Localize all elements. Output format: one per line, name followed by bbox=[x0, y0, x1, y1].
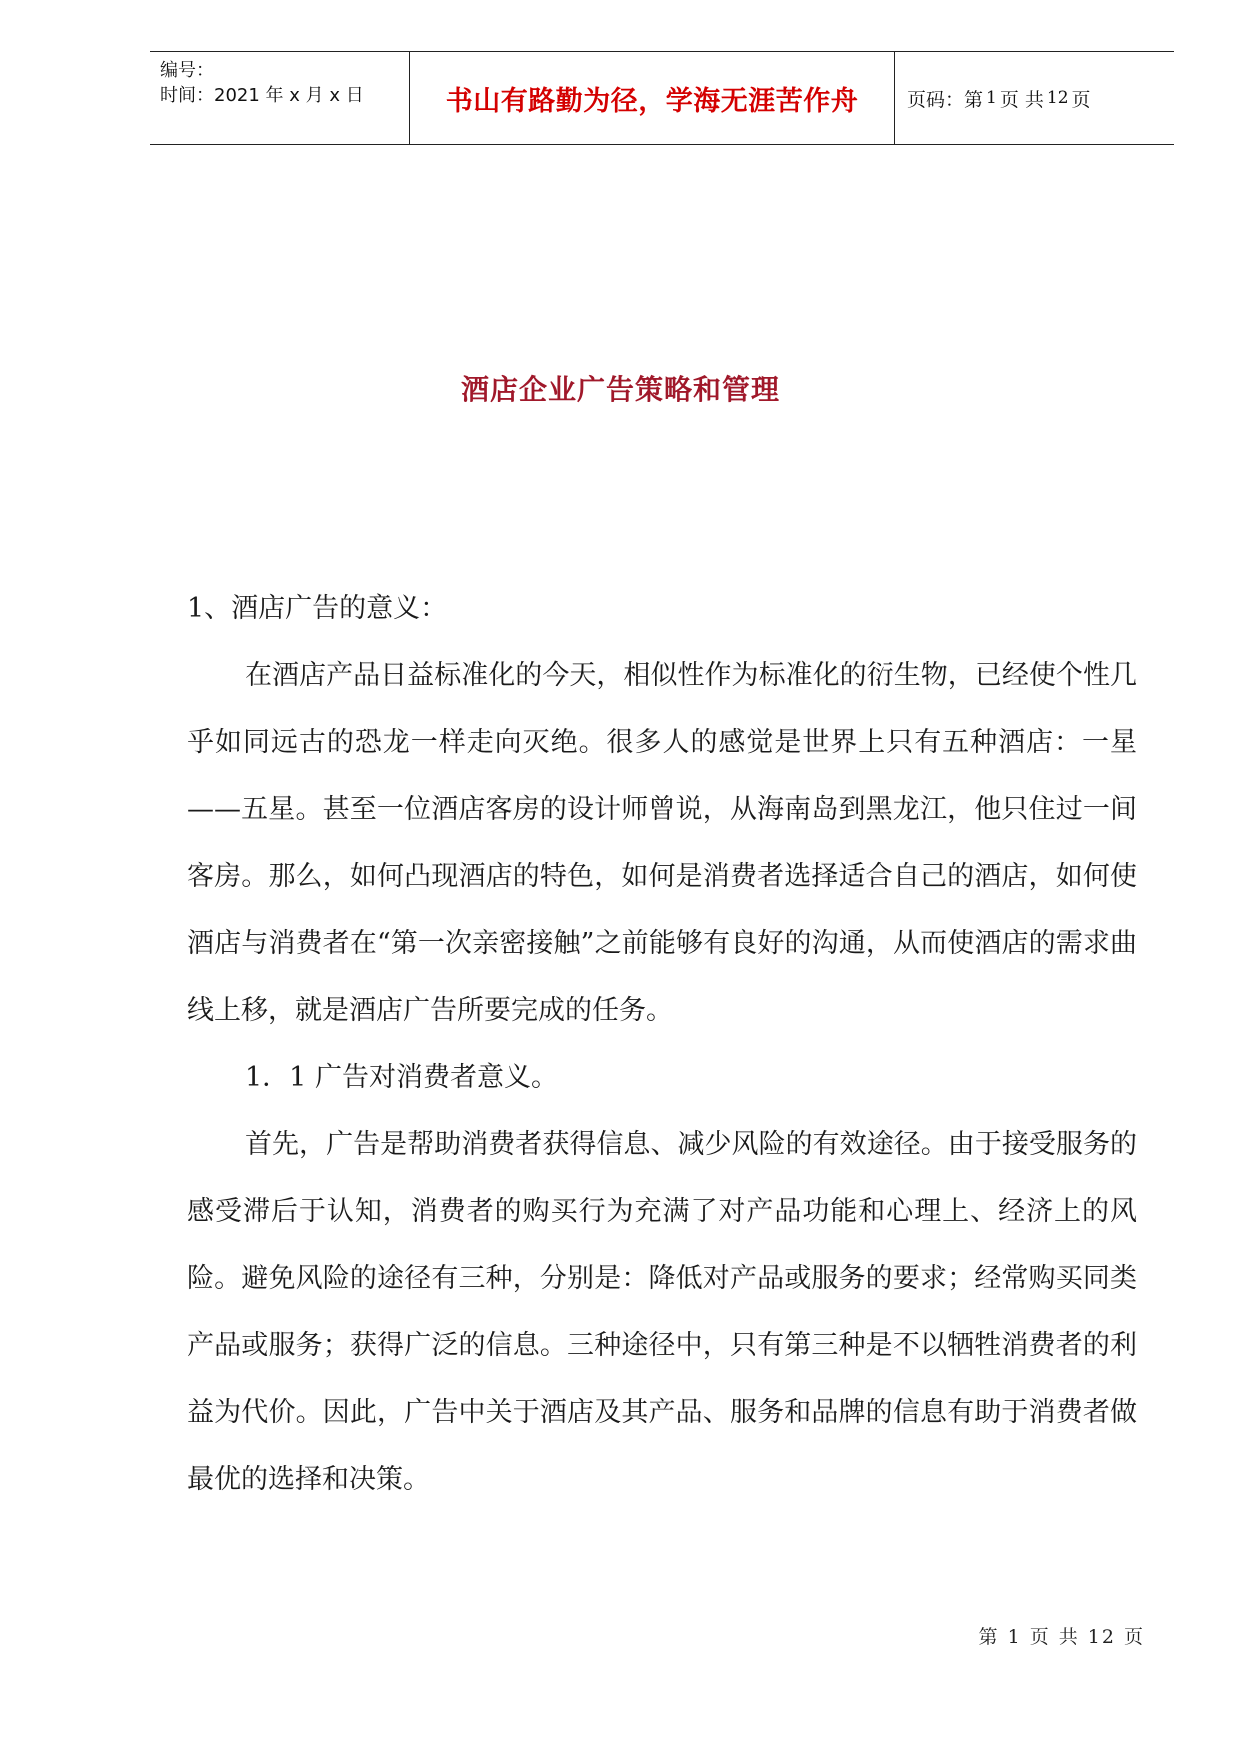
motto-text: 书山有路勤为径，学海无涯苦作舟 bbox=[445, 85, 859, 117]
document-title: 酒店企业广告策略和管理 bbox=[460, 373, 780, 406]
page-label: 页码：第 bbox=[907, 88, 984, 111]
subsection-heading: 1．1 广告对消费者意义。 bbox=[245, 1062, 558, 1093]
page-mid-label: 页 共 bbox=[999, 88, 1044, 111]
header-motto-cell bbox=[410, 52, 895, 144]
page-total: 12 bbox=[1046, 88, 1069, 108]
section-heading: 1、酒店广告的意义： bbox=[187, 593, 448, 624]
document-body bbox=[187, 575, 1137, 1513]
serial-number-label: 编号： bbox=[160, 60, 214, 81]
header-page-cell bbox=[895, 52, 1174, 144]
time-label: 时间：2021 年 x 月 x 日 bbox=[160, 85, 364, 106]
header-meta-cell bbox=[150, 52, 410, 144]
document-header bbox=[150, 51, 1174, 145]
page-end-label: 页 bbox=[1071, 88, 1091, 111]
page-current: 1 bbox=[986, 88, 997, 108]
paragraph: 首先，广告是帮助消费者获得信息、减少风险的有效途径。由于接受服务的感受滞后于认知，消费者的购买行为充满了对产品功能和心理上、经济上的风险。避免风险的途径有三种，分别是：降低对产品或服务的要求；经常购买同类产品或服务；获得广泛的信息。三种途径中，只有第三种是不以牺牲消费者的利益为代价。因此，广告中关于酒店及其产品、服务和品牌的信息有助于消费者做最优的选择和决策。 bbox=[187, 1129, 1137, 1495]
page-footer: 第 1 页 共 12 页 bbox=[978, 1626, 1145, 1648]
paragraph: 在酒店产品日益标准化的今天，相似性作为标准化的衍生物，已经使个性几乎如同远古的恐龙一样走向灭绝。很多人的感觉是世界上只有五种酒店：一星——五星。甚至一位酒店客房的设计师曾说，从海南岛到黑龙江，他只住过一间客房。那么，如何凸现酒店的特色，如何是消费者选择适合自己的酒店，如何使酒店与消费者在“第一次亲密接触”之前能够有良好的沟通，从而使酒店的需求曲线上移，就是酒店广告所要完成的任务。 bbox=[187, 660, 1137, 1026]
